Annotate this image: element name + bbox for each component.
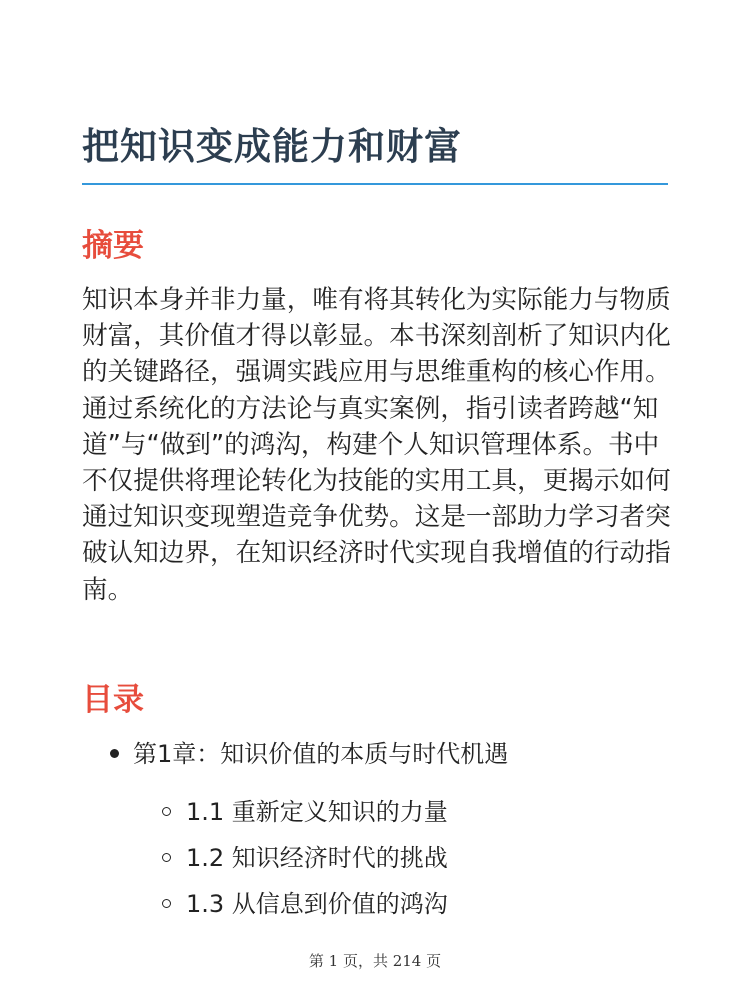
circle-bullet-icon bbox=[162, 807, 171, 816]
toc-section-label: 1.3 从信息到价值的鸿沟 bbox=[186, 890, 448, 918]
toc-section-item bbox=[162, 838, 448, 878]
circle-bullet-icon bbox=[162, 853, 171, 862]
toc-section-item bbox=[162, 884, 448, 924]
toc-chapter-item bbox=[110, 734, 508, 774]
page-number-footer: 第 1 页，共 214 页 bbox=[308, 952, 442, 970]
disc-bullet-icon bbox=[110, 749, 119, 758]
toc-section-label: 1.1 重新定义知识的力量 bbox=[186, 798, 448, 826]
title-divider bbox=[82, 183, 668, 185]
summary-heading: 摘要 bbox=[82, 228, 144, 264]
toc-chapter-label: 第1章：知识价值的本质与时代机遇 bbox=[133, 740, 509, 768]
page-title: 把知识变成能力和财富 bbox=[82, 125, 462, 168]
toc-section-item bbox=[162, 792, 448, 832]
circle-bullet-icon bbox=[162, 899, 171, 908]
toc-section-label: 1.2 知识经济时代的挑战 bbox=[186, 844, 448, 872]
toc-heading: 目录 bbox=[82, 682, 144, 718]
summary-text: 知识本身并非力量，唯有将其转化为实际能力与物质财富，其价值才得以彰显。本书深刻剖析了知识内化的关键路径，强调实践应用与思维重构的核心作用。通过系统化的方法论与真实案例，指引读者跨越“知道”与“做到”的鸿沟，构建个人知识管理体系。书中不仅提供将理论转化为技能的实用工具，更揭示如何通过知识变现塑造竞争优势。这是一部助力学习者突破认知边界，在知识经济时代实现自我增值的行动指南。 bbox=[82, 285, 671, 605]
